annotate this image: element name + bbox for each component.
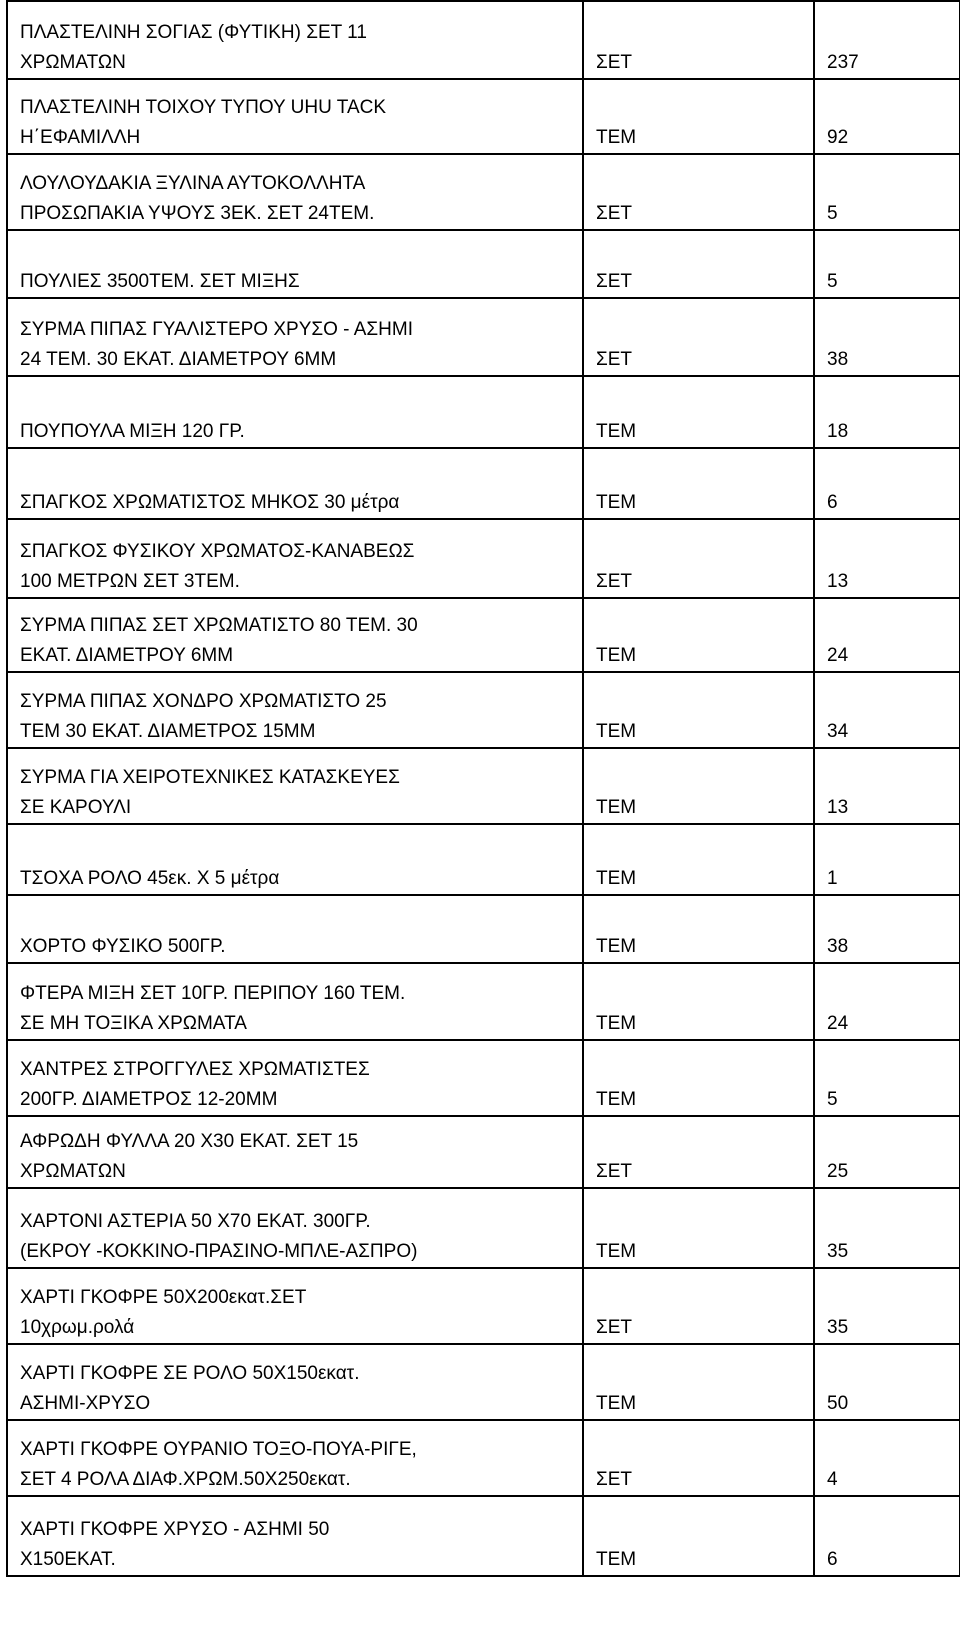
item-description-line: ΧΟΡΤΟ ΦΥΣΙΚΟ 500ΓΡ. <box>20 936 226 957</box>
item-description-cell <box>7 1116 583 1188</box>
item-description-line: ΧΑΝΤΡΕΣ ΣΤΡΟΓΓΥΛΕΣ ΧΡΩΜΑΤΙΣΤΕΣ <box>20 1059 370 1080</box>
item-description-cell <box>7 1344 583 1420</box>
item-quantity-cell: 4 <box>814 1420 960 1496</box>
item-quantity-cell: 25 <box>814 1116 960 1188</box>
item-description-line: ΧΑΡΤΙ ΓΚΟΦΡΕ 50Χ200εκατ.ΣΕΤ <box>20 1287 307 1308</box>
table-row <box>7 598 960 672</box>
item-description-line: ΧΑΡΤΙ ΓΚΟΦΡΕ ΟΥΡΑΝΙΟ ΤΟΞΟ-ΠΟΥΑ-ΡΙΓΕ, <box>20 1439 417 1460</box>
item-description-cell <box>7 1268 583 1344</box>
table-row <box>7 1188 960 1268</box>
item-description-cell <box>7 672 583 748</box>
item-description-line: ΣΠΑΓΚΟΣ ΦΥΣΙΚΟΥ ΧΡΩΜΑΤΟΣ-ΚΑΝΑΒΕΩΣ <box>20 541 415 562</box>
item-quantity-cell: 24 <box>814 963 960 1040</box>
item-description-line: ΣΥΡΜΑ ΠΙΠΑΣ ΧΟΝΔΡΟ ΧΡΩΜΑΤΙΣΤΟ 25 <box>20 691 387 712</box>
table-row <box>7 376 960 448</box>
item-description-line: ΑΣΗΜΙ-ΧΡΥΣΟ <box>20 1393 151 1414</box>
item-quantity-cell: 5 <box>814 230 960 298</box>
item-description-line: ΠΟΥΠΟΥΛΑ ΜΙΞΗ 120 ΓΡ. <box>20 421 245 442</box>
item-description-line: ΧΑΡΤΙ ΓΚΟΦΡΕ ΧΡΥΣΟ - ΑΣΗΜΙ 50 <box>20 1519 330 1540</box>
table-row <box>7 963 960 1040</box>
item-unit-cell: ΤΕΜ <box>583 598 814 672</box>
item-description-cell <box>7 1496 583 1576</box>
item-description-line: ΕΚΑΤ. ΔΙΑΜΕΤΡΟΥ 6ΜΜ <box>20 645 234 666</box>
item-description-cell <box>7 824 583 895</box>
item-unit-cell: ΤΕΜ <box>583 824 814 895</box>
item-quantity-cell: 35 <box>814 1268 960 1344</box>
item-description-line: 100 ΜΕΤΡΩΝ ΣΕΤ 3ΤΕΜ. <box>20 571 240 592</box>
item-quantity-cell: 92 <box>814 79 960 154</box>
table-row <box>7 230 960 298</box>
item-unit-cell: ΤΕΜ <box>583 448 814 519</box>
item-quantity-cell: 38 <box>814 298 960 376</box>
item-description-line: ΤΣΟΧΑ ΡΟΛΟ 45εκ. Χ 5 μέτρα <box>20 868 280 889</box>
item-quantity-cell: 237 <box>814 1 960 79</box>
table-row <box>7 448 960 519</box>
item-unit-cell: ΤΕΜ <box>583 376 814 448</box>
item-description-line: 200ΓΡ. ΔΙΑΜΕΤΡΟΣ 12-20ΜΜ <box>20 1089 278 1110</box>
item-description-line: ΠΛΑΣΤΕΛΙΝΗ ΤΟΙΧΟΥ ΤΥΠΟΥ UHU TACK <box>20 97 387 118</box>
table-row <box>7 154 960 230</box>
table-row <box>7 1420 960 1496</box>
item-description-cell <box>7 963 583 1040</box>
item-description-cell <box>7 895 583 963</box>
item-description-line: ΤΕΜ 30 ΕΚΑΤ. ΔΙΑΜΕΤΡΟΣ 15ΜΜ <box>20 721 316 742</box>
table-row <box>7 79 960 154</box>
item-unit-cell: ΤΕΜ <box>583 1496 814 1576</box>
table-row <box>7 1116 960 1188</box>
item-description-line: ΣΕΤ 4 ΡΟΛΑ ΔΙΑΦ.ΧΡΩΜ.50Χ250εκατ. <box>20 1469 351 1490</box>
item-description-line: Η΄ΕΦΑΜΙΛΛΗ <box>20 127 141 148</box>
item-description-line: ΣΕ ΚΑΡΟΥΛΙ <box>20 797 132 818</box>
item-quantity-cell: 6 <box>814 448 960 519</box>
item-description-line: ΛΟΥΛΟΥΔΑΚΙΑ ΞΥΛΙΝΑ ΑΥΤΟΚΟΛΛΗΤΑ <box>20 173 366 194</box>
table-row <box>7 298 960 376</box>
item-description-cell <box>7 230 583 298</box>
item-description-cell <box>7 519 583 598</box>
item-description-line: ΠΛΑΣΤΕΛΙΝΗ ΣΟΓΙΑΣ (ΦΥΤΙΚΗ) ΣΕΤ 11 <box>20 22 367 43</box>
item-unit-cell: ΤΕΜ <box>583 672 814 748</box>
item-description-cell <box>7 1 583 79</box>
item-quantity-cell: 13 <box>814 748 960 824</box>
table-row <box>7 1344 960 1420</box>
item-description-line: ΣΥΡΜΑ ΠΙΠΑΣ ΣΕΤ ΧΡΩΜΑΤΙΣΤΟ 80 ΤΕΜ. 30 <box>20 615 418 636</box>
item-unit-cell: ΤΕΜ <box>583 79 814 154</box>
item-quantity-cell: 6 <box>814 1496 960 1576</box>
item-description-line: ΣΕ ΜΗ ΤΟΞΙΚΑ ΧΡΩΜΑΤΑ <box>20 1013 247 1034</box>
item-description-cell <box>7 298 583 376</box>
item-unit-cell: ΤΕΜ <box>583 748 814 824</box>
item-unit-cell: ΣΕΤ <box>583 1268 814 1344</box>
item-description-line: (ΕΚΡΟΥ -ΚΟΚΚΙΝΟ-ΠΡΑΣΙΝΟ-ΜΠΛΕ-ΑΣΠΡΟ) <box>20 1241 418 1262</box>
item-description-line: ΧΡΩΜΑΤΩΝ <box>20 52 126 73</box>
item-quantity-cell: 50 <box>814 1344 960 1420</box>
table-row <box>7 672 960 748</box>
items-table-body <box>7 1 960 1576</box>
table-row <box>7 1496 960 1576</box>
table-row <box>7 1268 960 1344</box>
item-description-cell <box>7 1188 583 1268</box>
item-unit-cell: ΣΕΤ <box>583 298 814 376</box>
item-description-cell <box>7 154 583 230</box>
item-description-line: ΠΡΟΣΩΠΑΚΙΑ ΥΨΟΥΣ 3ΕΚ. ΣΕΤ 24ΤΕΜ. <box>20 203 375 224</box>
item-unit-cell: ΣΕΤ <box>583 1116 814 1188</box>
item-quantity-cell: 38 <box>814 895 960 963</box>
item-unit-cell: ΤΕΜ <box>583 895 814 963</box>
items-table <box>6 0 960 1577</box>
item-description-line: ΧΑΡΤΙ ΓΚΟΦΡΕ ΣΕ ΡΟΛΟ 50Χ150εκατ. <box>20 1363 360 1384</box>
table-row <box>7 1 960 79</box>
item-description-line: ΑΦΡΩΔΗ ΦΥΛΛΑ 20 Χ30 ΕΚΑΤ. ΣΕΤ 15 <box>20 1131 359 1152</box>
item-unit-cell: ΤΕΜ <box>583 1040 814 1116</box>
item-description-line: ΦΤΕΡΑ ΜΙΞΗ ΣΕΤ 10ΓΡ. ΠΕΡΙΠΟΥ 160 ΤΕΜ. <box>20 983 406 1004</box>
item-unit-cell: ΤΕΜ <box>583 1344 814 1420</box>
item-description-line: ΧΑΡΤΟΝΙ ΑΣΤΕΡΙΑ 50 Χ70 ΕΚΑΤ. 300ΓΡ. <box>20 1211 371 1232</box>
item-description-cell <box>7 79 583 154</box>
item-unit-cell: ΤΕΜ <box>583 1188 814 1268</box>
item-quantity-cell: 34 <box>814 672 960 748</box>
item-description-line: ΣΥΡΜΑ ΠΙΠΑΣ ΓΥΑΛΙΣΤΕΡΟ ΧΡΥΣΟ - ΑΣΗΜΙ <box>20 319 413 340</box>
item-quantity-cell: 1 <box>814 824 960 895</box>
item-description-line: 10χρωμ.ρολά <box>20 1317 135 1338</box>
item-description-line: Χ150ΕΚΑΤ. <box>20 1549 116 1570</box>
item-description-line: 24 ΤΕΜ. 30 ΕΚΑΤ. ΔΙΑΜΕΤΡΟΥ 6ΜΜ <box>20 349 337 370</box>
item-description-line: ΧΡΩΜΑΤΩΝ <box>20 1161 126 1182</box>
table-row <box>7 519 960 598</box>
item-description-cell <box>7 376 583 448</box>
item-description-line: ΣΠΑΓΚΟΣ ΧΡΩΜΑΤΙΣΤΟΣ ΜΗΚΟΣ 30 μέτρα <box>20 492 400 513</box>
table-row <box>7 748 960 824</box>
item-unit-cell: ΣΕΤ <box>583 1 814 79</box>
item-unit-cell: ΣΕΤ <box>583 519 814 598</box>
table-row <box>7 1040 960 1116</box>
item-description-cell <box>7 598 583 672</box>
item-quantity-cell: 13 <box>814 519 960 598</box>
item-unit-cell: ΣΕΤ <box>583 154 814 230</box>
item-description-cell <box>7 1040 583 1116</box>
item-quantity-cell: 5 <box>814 1040 960 1116</box>
item-quantity-cell: 35 <box>814 1188 960 1268</box>
item-unit-cell: ΤΕΜ <box>583 963 814 1040</box>
item-description-line: ΠΟΥΛΙΕΣ 3500ΤΕΜ. ΣΕΤ ΜΙΞΗΣ <box>20 271 300 292</box>
item-quantity-cell: 18 <box>814 376 960 448</box>
item-description-cell <box>7 748 583 824</box>
item-unit-cell: ΣΕΤ <box>583 230 814 298</box>
item-unit-cell: ΣΕΤ <box>583 1420 814 1496</box>
table-row <box>7 824 960 895</box>
item-description-line: ΣΥΡΜΑ ΓΙΑ ΧΕΙΡΟΤΕΧΝΙΚΕΣ ΚΑΤΑΣΚΕΥΕΣ <box>20 767 400 788</box>
item-quantity-cell: 5 <box>814 154 960 230</box>
item-description-cell <box>7 1420 583 1496</box>
item-description-cell <box>7 448 583 519</box>
item-quantity-cell: 24 <box>814 598 960 672</box>
table-row <box>7 895 960 963</box>
